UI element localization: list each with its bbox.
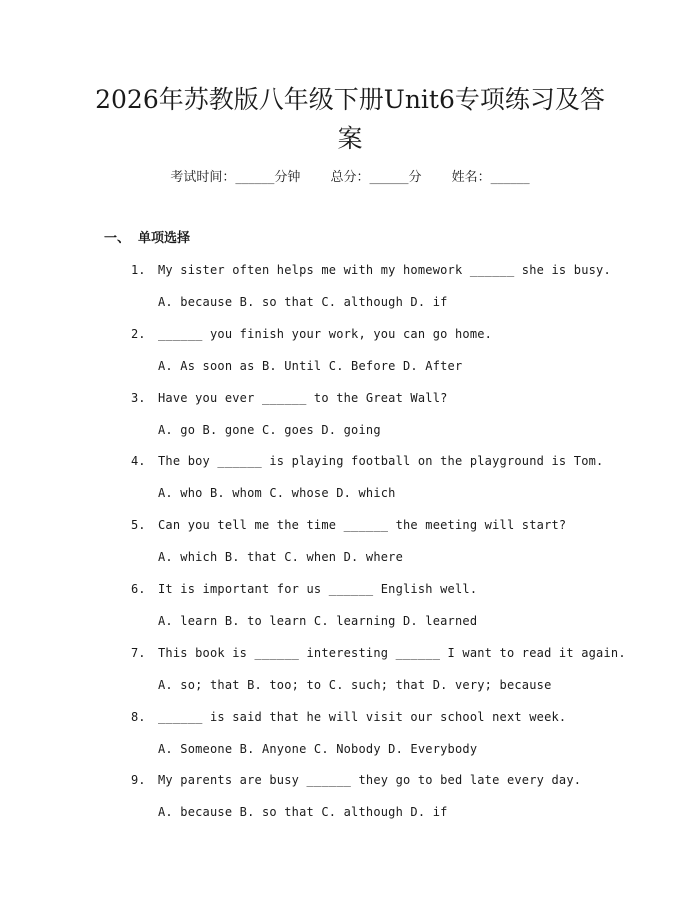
question-options: A. because B. so that C. although D. if — [158, 295, 448, 309]
question-options: A. go B. gone C. goes D. going — [158, 422, 381, 437]
question-number: 7. — [131, 645, 146, 660]
question-number: 5. — [131, 518, 146, 533]
question-number: 9. — [131, 773, 146, 788]
question-number: 8. — [131, 709, 146, 724]
question-number: 2. — [131, 326, 146, 341]
question-number: 3. — [131, 390, 146, 405]
question-options: A. so; that B. too; to C. such; that D. very; because — [158, 677, 552, 692]
question-options: A. because B. so that C. although D. if — [158, 805, 448, 820]
question-options: A. As soon as B. Until C. Before D. After — [158, 358, 463, 373]
question-options: A. which B. that C. when D. where — [158, 550, 404, 565]
question-text: The boy ______ is playing football on the playground is Tom. — [158, 454, 604, 469]
question-text: My parents are busy ______ they go to bed late every day. — [158, 773, 582, 788]
question-number: 4. — [131, 454, 146, 469]
exam-time: 考试时间：______分钟 — [170, 170, 301, 185]
question-number: 1. — [131, 263, 146, 277]
question-text: Have you ever ______ to the Great Wall? — [158, 390, 448, 405]
section-title: 单项选择 — [138, 231, 191, 246]
section-heading — [104, 229, 190, 249]
question-options: A. Someone B. Anyone C. Nobody D. Everybody — [158, 741, 478, 756]
question-number: 6. — [131, 582, 146, 596]
question-text: ______ you finish your work, you can go home. — [158, 326, 493, 341]
exam-meta — [0, 168, 700, 188]
exam-name: 姓名：______ — [451, 170, 530, 185]
question-text: It is important for us ______ English well. — [158, 582, 478, 596]
question-text: ______ is said that he will visit our school next week. — [158, 709, 567, 724]
exam-score: 总分：______分 — [330, 170, 422, 185]
question-text: My sister often helps me with my homework ______ she is busy. — [158, 263, 611, 277]
question-text: This book is ______ interesting ______ I want to read it again. — [158, 645, 626, 660]
section-number: 一、 — [104, 231, 131, 246]
question-text: Can you tell me the time ______ the meeting will start? — [158, 518, 567, 533]
question-options: A. who B. whom C. whose D. which — [158, 486, 396, 501]
page-title: 2026年苏教版八年级下册Unit6专项练习及答案 — [95, 85, 605, 153]
question-options: A. learn B. to learn C. learning D. learned — [158, 614, 478, 628]
